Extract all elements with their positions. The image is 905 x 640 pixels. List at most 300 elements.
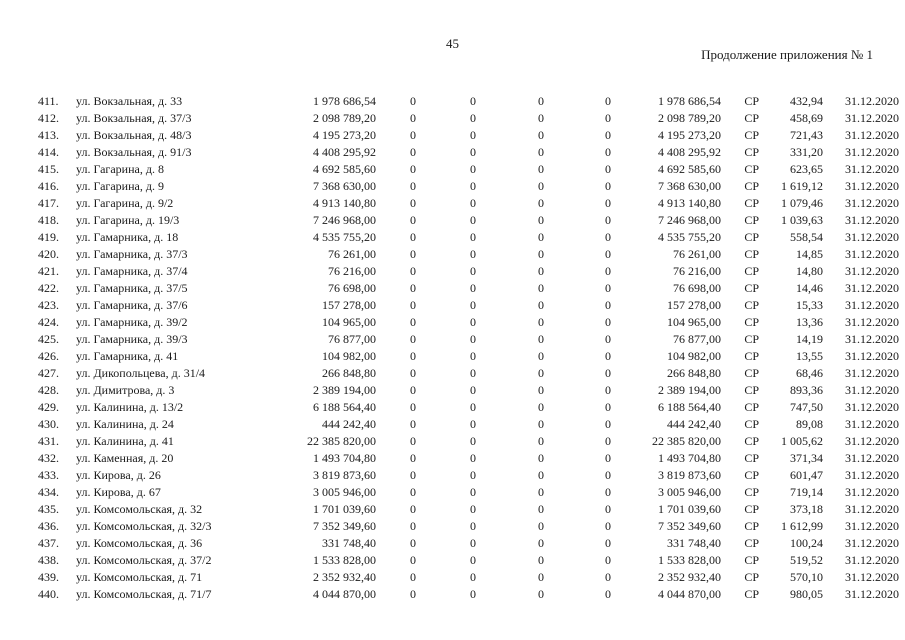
work-type-cell: СР (744, 264, 759, 278)
deadline-date-cell: 31.12.2020 (845, 179, 899, 193)
zero-cell-2: 0 (470, 366, 476, 380)
zero-cell-2: 0 (470, 468, 476, 482)
zero-cell-4: 0 (605, 468, 611, 482)
zero-cell-2: 0 (470, 587, 476, 601)
deadline-date-cell: 31.12.2020 (845, 434, 899, 448)
total-cost-cell: 2 352 932,40 (313, 570, 376, 584)
zero-cell-3: 0 (538, 179, 544, 193)
zero-cell-4: 0 (605, 536, 611, 550)
sum-cell: 2 098 789,20 (658, 111, 721, 125)
area-cell: 14,85 (796, 247, 823, 261)
row-number: 438. (38, 553, 59, 567)
deadline-date-cell: 31.12.2020 (845, 213, 899, 227)
zero-cell-1: 0 (410, 570, 416, 584)
row-number: 433. (38, 468, 59, 482)
deadline-date-cell: 31.12.2020 (845, 366, 899, 380)
zero-cell-3: 0 (538, 502, 544, 516)
table-row (38, 246, 899, 263)
area-cell: 458,69 (790, 111, 823, 125)
row-number: 420. (38, 247, 59, 261)
total-cost-cell: 4 044 870,00 (313, 587, 376, 601)
total-cost-cell: 76 877,00 (328, 332, 376, 346)
sum-cell: 22 385 820,00 (652, 434, 721, 448)
zero-cell-2: 0 (470, 281, 476, 295)
table-row (38, 518, 899, 535)
deadline-date-cell: 31.12.2020 (845, 162, 899, 176)
appendix-continuation-note: Продолжение приложения № 1 (701, 47, 873, 62)
work-type-cell: СР (744, 332, 759, 346)
zero-cell-4: 0 (605, 162, 611, 176)
work-type-cell: СР (744, 502, 759, 516)
area-cell: 601,47 (790, 468, 823, 482)
table-row (38, 331, 899, 348)
sum-cell: 1 493 704,80 (658, 451, 721, 465)
table-row (38, 144, 899, 161)
row-number: 421. (38, 264, 59, 278)
work-type-cell: СР (744, 213, 759, 227)
address-cell: ул. Каменная, д. 20 (76, 451, 174, 465)
zero-cell-3: 0 (538, 587, 544, 601)
area-cell: 14,46 (796, 281, 823, 295)
zero-cell-3: 0 (538, 247, 544, 261)
sum-cell: 4 195 273,20 (658, 128, 721, 142)
total-cost-cell: 104 982,00 (322, 349, 376, 363)
deadline-date-cell: 31.12.2020 (845, 485, 899, 499)
zero-cell-4: 0 (605, 519, 611, 533)
zero-cell-4: 0 (605, 400, 611, 414)
zero-cell-2: 0 (470, 332, 476, 346)
table-row (38, 586, 899, 603)
total-cost-cell: 4 195 273,20 (313, 128, 376, 142)
zero-cell-1: 0 (410, 468, 416, 482)
zero-cell-4: 0 (605, 349, 611, 363)
address-cell: ул. Гамарника, д. 41 (76, 349, 179, 363)
work-type-cell: СР (744, 349, 759, 363)
zero-cell-1: 0 (410, 417, 416, 431)
table-row (38, 484, 899, 501)
table-row (38, 127, 899, 144)
row-number: 427. (38, 366, 59, 380)
zero-cell-1: 0 (410, 162, 416, 176)
deadline-date-cell: 31.12.2020 (845, 502, 899, 516)
area-cell: 14,19 (796, 332, 823, 346)
deadline-date-cell: 31.12.2020 (845, 94, 899, 108)
work-type-cell: СР (744, 468, 759, 482)
zero-cell-2: 0 (470, 230, 476, 244)
work-type-cell: СР (744, 519, 759, 533)
table-row (38, 212, 899, 229)
address-cell: ул. Кирова, д. 26 (76, 468, 161, 482)
address-cell: ул. Гагарина, д. 8 (76, 162, 164, 176)
zero-cell-4: 0 (605, 179, 611, 193)
row-number: 423. (38, 298, 59, 312)
zero-cell-3: 0 (538, 570, 544, 584)
row-number: 432. (38, 451, 59, 465)
deadline-date-cell: 31.12.2020 (845, 349, 899, 363)
sum-cell: 266 848,80 (667, 366, 721, 380)
area-cell: 893,36 (790, 383, 823, 397)
address-cell: ул. Димитрова, д. 3 (76, 383, 175, 397)
deadline-date-cell: 31.12.2020 (845, 417, 899, 431)
address-cell: ул. Калинина, д. 24 (76, 417, 174, 431)
total-cost-cell: 1 533 828,00 (313, 553, 376, 567)
deadline-date-cell: 31.12.2020 (845, 196, 899, 210)
sum-cell: 4 692 585,60 (658, 162, 721, 176)
table-row (38, 399, 899, 416)
zero-cell-2: 0 (470, 383, 476, 397)
address-cell: ул. Вокзальная, д. 48/3 (76, 128, 192, 142)
row-number: 435. (38, 502, 59, 516)
area-cell: 15,33 (796, 298, 823, 312)
total-cost-cell: 1 701 039,60 (313, 502, 376, 516)
zero-cell-1: 0 (410, 434, 416, 448)
deadline-date-cell: 31.12.2020 (845, 383, 899, 397)
zero-cell-2: 0 (470, 451, 476, 465)
total-cost-cell: 22 385 820,00 (307, 434, 376, 448)
table-row (38, 263, 899, 280)
table-row (38, 297, 899, 314)
deadline-date-cell: 31.12.2020 (845, 536, 899, 550)
table-row (38, 467, 899, 484)
zero-cell-3: 0 (538, 145, 544, 159)
zero-cell-4: 0 (605, 451, 611, 465)
zero-cell-4: 0 (605, 570, 611, 584)
area-cell: 1 079,46 (781, 196, 823, 210)
address-cell: ул. Вокзальная, д. 91/3 (76, 145, 192, 159)
zero-cell-4: 0 (605, 383, 611, 397)
row-number: 415. (38, 162, 59, 176)
work-type-cell: СР (744, 553, 759, 567)
zero-cell-1: 0 (410, 281, 416, 295)
zero-cell-3: 0 (538, 536, 544, 550)
zero-cell-4: 0 (605, 366, 611, 380)
work-type-cell: СР (744, 298, 759, 312)
zero-cell-1: 0 (410, 111, 416, 125)
zero-cell-1: 0 (410, 145, 416, 159)
registry-table (38, 93, 899, 603)
zero-cell-4: 0 (605, 128, 611, 142)
zero-cell-3: 0 (538, 553, 544, 567)
row-number: 412. (38, 111, 59, 125)
sum-cell: 76 698,00 (673, 281, 721, 295)
zero-cell-3: 0 (538, 128, 544, 142)
area-cell: 719,14 (790, 485, 823, 499)
sum-cell: 3 819 873,60 (658, 468, 721, 482)
sum-cell: 76 877,00 (673, 332, 721, 346)
work-type-cell: СР (744, 383, 759, 397)
zero-cell-2: 0 (470, 111, 476, 125)
table-row (38, 365, 899, 382)
table-row (38, 416, 899, 433)
table-row (38, 569, 899, 586)
sum-cell: 76 261,00 (673, 247, 721, 261)
area-cell: 1 039,63 (781, 213, 823, 227)
table-row (38, 93, 899, 110)
deadline-date-cell: 31.12.2020 (845, 230, 899, 244)
zero-cell-2: 0 (470, 536, 476, 550)
work-type-cell: СР (744, 451, 759, 465)
sum-cell: 1 978 686,54 (658, 94, 721, 108)
area-cell: 371,34 (790, 451, 823, 465)
zero-cell-2: 0 (470, 196, 476, 210)
table-row (38, 280, 899, 297)
zero-cell-1: 0 (410, 196, 416, 210)
zero-cell-2: 0 (470, 349, 476, 363)
zero-cell-1: 0 (410, 332, 416, 346)
area-cell: 14,80 (796, 264, 823, 278)
table-row (38, 314, 899, 331)
zero-cell-4: 0 (605, 230, 611, 244)
zero-cell-2: 0 (470, 570, 476, 584)
total-cost-cell: 3 819 873,60 (313, 468, 376, 482)
total-cost-cell: 76 698,00 (328, 281, 376, 295)
sum-cell: 331 748,40 (667, 536, 721, 550)
zero-cell-1: 0 (410, 264, 416, 278)
zero-cell-1: 0 (410, 230, 416, 244)
table-row (38, 110, 899, 127)
area-cell: 570,10 (790, 570, 823, 584)
sum-cell: 2 389 194,00 (658, 383, 721, 397)
total-cost-cell: 104 965,00 (322, 315, 376, 329)
work-type-cell: СР (744, 587, 759, 601)
work-type-cell: СР (744, 366, 759, 380)
address-cell: ул. Комсомольская, д. 32 (76, 502, 203, 516)
zero-cell-2: 0 (470, 162, 476, 176)
total-cost-cell: 6 188 564,40 (313, 400, 376, 414)
table-row (38, 501, 899, 518)
zero-cell-2: 0 (470, 94, 476, 108)
address-cell: ул. Гагарина, д. 9/2 (76, 196, 174, 210)
table-row (38, 382, 899, 399)
deadline-date-cell: 31.12.2020 (845, 332, 899, 346)
area-cell: 432,94 (790, 94, 823, 108)
address-cell: ул. Гамарника, д. 37/6 (76, 298, 188, 312)
total-cost-cell: 7 246 968,00 (313, 213, 376, 227)
zero-cell-3: 0 (538, 434, 544, 448)
zero-cell-4: 0 (605, 587, 611, 601)
row-number: 439. (38, 570, 59, 584)
zero-cell-2: 0 (470, 145, 476, 159)
total-cost-cell: 4 692 585,60 (313, 162, 376, 176)
zero-cell-3: 0 (538, 451, 544, 465)
address-cell: ул. Гамарника, д. 37/3 (76, 247, 188, 261)
row-number: 428. (38, 383, 59, 397)
zero-cell-3: 0 (538, 519, 544, 533)
zero-cell-1: 0 (410, 366, 416, 380)
zero-cell-2: 0 (470, 179, 476, 193)
total-cost-cell: 76 261,00 (328, 247, 376, 261)
work-type-cell: СР (744, 111, 759, 125)
sum-cell: 4 408 295,92 (658, 145, 721, 159)
row-number: 419. (38, 230, 59, 244)
deadline-date-cell: 31.12.2020 (845, 400, 899, 414)
row-number: 417. (38, 196, 59, 210)
zero-cell-2: 0 (470, 417, 476, 431)
zero-cell-1: 0 (410, 587, 416, 601)
work-type-cell: СР (744, 315, 759, 329)
address-cell: ул. Комсомольская, д. 36 (76, 536, 203, 550)
zero-cell-3: 0 (538, 332, 544, 346)
zero-cell-1: 0 (410, 94, 416, 108)
sum-cell: 4 044 870,00 (658, 587, 721, 601)
zero-cell-3: 0 (538, 264, 544, 278)
area-cell: 1 619,12 (781, 179, 823, 193)
total-cost-cell: 7 352 349,60 (313, 519, 376, 533)
zero-cell-2: 0 (470, 315, 476, 329)
registry-table-body (38, 93, 899, 603)
area-cell: 1 005,62 (781, 434, 823, 448)
deadline-date-cell: 31.12.2020 (845, 570, 899, 584)
zero-cell-3: 0 (538, 400, 544, 414)
work-type-cell: СР (744, 485, 759, 499)
zero-cell-3: 0 (538, 383, 544, 397)
zero-cell-3: 0 (538, 162, 544, 176)
zero-cell-3: 0 (538, 315, 544, 329)
zero-cell-4: 0 (605, 196, 611, 210)
address-cell: ул. Калинина, д. 13/2 (76, 400, 184, 414)
table-row (38, 535, 899, 552)
zero-cell-1: 0 (410, 451, 416, 465)
zero-cell-3: 0 (538, 485, 544, 499)
deadline-date-cell: 31.12.2020 (845, 298, 899, 312)
table-row (38, 161, 899, 178)
total-cost-cell: 266 848,80 (322, 366, 376, 380)
row-number: 437. (38, 536, 59, 550)
row-number: 434. (38, 485, 59, 499)
area-cell: 100,24 (790, 536, 823, 550)
zero-cell-4: 0 (605, 332, 611, 346)
work-type-cell: СР (744, 162, 759, 176)
work-type-cell: СР (744, 400, 759, 414)
table-row (38, 178, 899, 195)
total-cost-cell: 4 535 755,20 (313, 230, 376, 244)
work-type-cell: СР (744, 536, 759, 550)
deadline-date-cell: 31.12.2020 (845, 281, 899, 295)
zero-cell-1: 0 (410, 179, 416, 193)
deadline-date-cell: 31.12.2020 (845, 553, 899, 567)
zero-cell-4: 0 (605, 417, 611, 431)
zero-cell-3: 0 (538, 94, 544, 108)
sum-cell: 444 242,40 (667, 417, 721, 431)
table-row (38, 433, 899, 450)
sum-cell: 4 913 140,80 (658, 196, 721, 210)
zero-cell-4: 0 (605, 553, 611, 567)
total-cost-cell: 7 368 630,00 (313, 179, 376, 193)
address-cell: ул. Гамарника, д. 39/3 (76, 332, 188, 346)
row-number: 440. (38, 587, 59, 601)
zero-cell-3: 0 (538, 468, 544, 482)
area-cell: 721,43 (790, 128, 823, 142)
work-type-cell: СР (744, 94, 759, 108)
address-cell: ул. Гамарника, д. 37/5 (76, 281, 188, 295)
work-type-cell: СР (744, 179, 759, 193)
sum-cell: 1 701 039,60 (658, 502, 721, 516)
zero-cell-2: 0 (470, 298, 476, 312)
zero-cell-2: 0 (470, 502, 476, 516)
address-cell: ул. Комсомольская, д. 32/3 (76, 519, 212, 533)
area-cell: 13,55 (796, 349, 823, 363)
area-cell: 13,36 (796, 315, 823, 329)
work-type-cell: СР (744, 417, 759, 431)
zero-cell-4: 0 (605, 247, 611, 261)
address-cell: ул. Дикопольцева, д. 31/4 (76, 366, 206, 380)
deadline-date-cell: 31.12.2020 (845, 111, 899, 125)
sum-cell: 104 982,00 (667, 349, 721, 363)
total-cost-cell: 1 493 704,80 (313, 451, 376, 465)
zero-cell-2: 0 (470, 553, 476, 567)
address-cell: ул. Вокзальная, д. 37/3 (76, 111, 192, 125)
area-cell: 373,18 (790, 502, 823, 516)
row-number: 426. (38, 349, 59, 363)
zero-cell-1: 0 (410, 519, 416, 533)
deadline-date-cell: 31.12.2020 (845, 587, 899, 601)
zero-cell-2: 0 (470, 213, 476, 227)
sum-cell: 1 533 828,00 (658, 553, 721, 567)
zero-cell-3: 0 (538, 111, 544, 125)
address-cell: ул. Гамарника, д. 39/2 (76, 315, 188, 329)
sum-cell: 157 278,00 (667, 298, 721, 312)
zero-cell-4: 0 (605, 264, 611, 278)
deadline-date-cell: 31.12.2020 (845, 145, 899, 159)
row-number: 411. (38, 94, 59, 108)
row-number: 418. (38, 213, 59, 227)
deadline-date-cell: 31.12.2020 (845, 315, 899, 329)
zero-cell-2: 0 (470, 400, 476, 414)
total-cost-cell: 4 913 140,80 (313, 196, 376, 210)
zero-cell-3: 0 (538, 298, 544, 312)
zero-cell-4: 0 (605, 315, 611, 329)
zero-cell-4: 0 (605, 213, 611, 227)
zero-cell-1: 0 (410, 485, 416, 499)
area-cell: 331,20 (790, 145, 823, 159)
table-row (38, 195, 899, 212)
sum-cell: 104 965,00 (667, 315, 721, 329)
table-row (38, 552, 899, 569)
area-cell: 980,05 (790, 587, 823, 601)
zero-cell-2: 0 (470, 128, 476, 142)
row-number: 431. (38, 434, 59, 448)
zero-cell-2: 0 (470, 519, 476, 533)
zero-cell-2: 0 (470, 264, 476, 278)
work-type-cell: СР (744, 145, 759, 159)
row-number: 424. (38, 315, 59, 329)
area-cell: 1 612,99 (781, 519, 823, 533)
deadline-date-cell: 31.12.2020 (845, 247, 899, 261)
sum-cell: 7 352 349,60 (658, 519, 721, 533)
zero-cell-3: 0 (538, 196, 544, 210)
row-number: 436. (38, 519, 59, 533)
page-number: 45 (446, 36, 459, 51)
total-cost-cell: 2 098 789,20 (313, 111, 376, 125)
work-type-cell: СР (744, 281, 759, 295)
zero-cell-2: 0 (470, 247, 476, 261)
address-cell: ул. Калинина, д. 41 (76, 434, 174, 448)
address-cell: ул. Кирова, д. 67 (76, 485, 161, 499)
sum-cell: 2 352 932,40 (658, 570, 721, 584)
sum-cell: 76 216,00 (673, 264, 721, 278)
address-cell: ул. Вокзальная, д. 33 (76, 94, 183, 108)
row-number: 413. (38, 128, 59, 142)
zero-cell-1: 0 (410, 553, 416, 567)
area-cell: 558,54 (790, 230, 823, 244)
zero-cell-4: 0 (605, 145, 611, 159)
work-type-cell: СР (744, 230, 759, 244)
sum-cell: 4 535 755,20 (658, 230, 721, 244)
address-cell: ул. Комсомольская, д. 71/7 (76, 587, 212, 601)
zero-cell-1: 0 (410, 128, 416, 142)
zero-cell-4: 0 (605, 111, 611, 125)
zero-cell-4: 0 (605, 298, 611, 312)
